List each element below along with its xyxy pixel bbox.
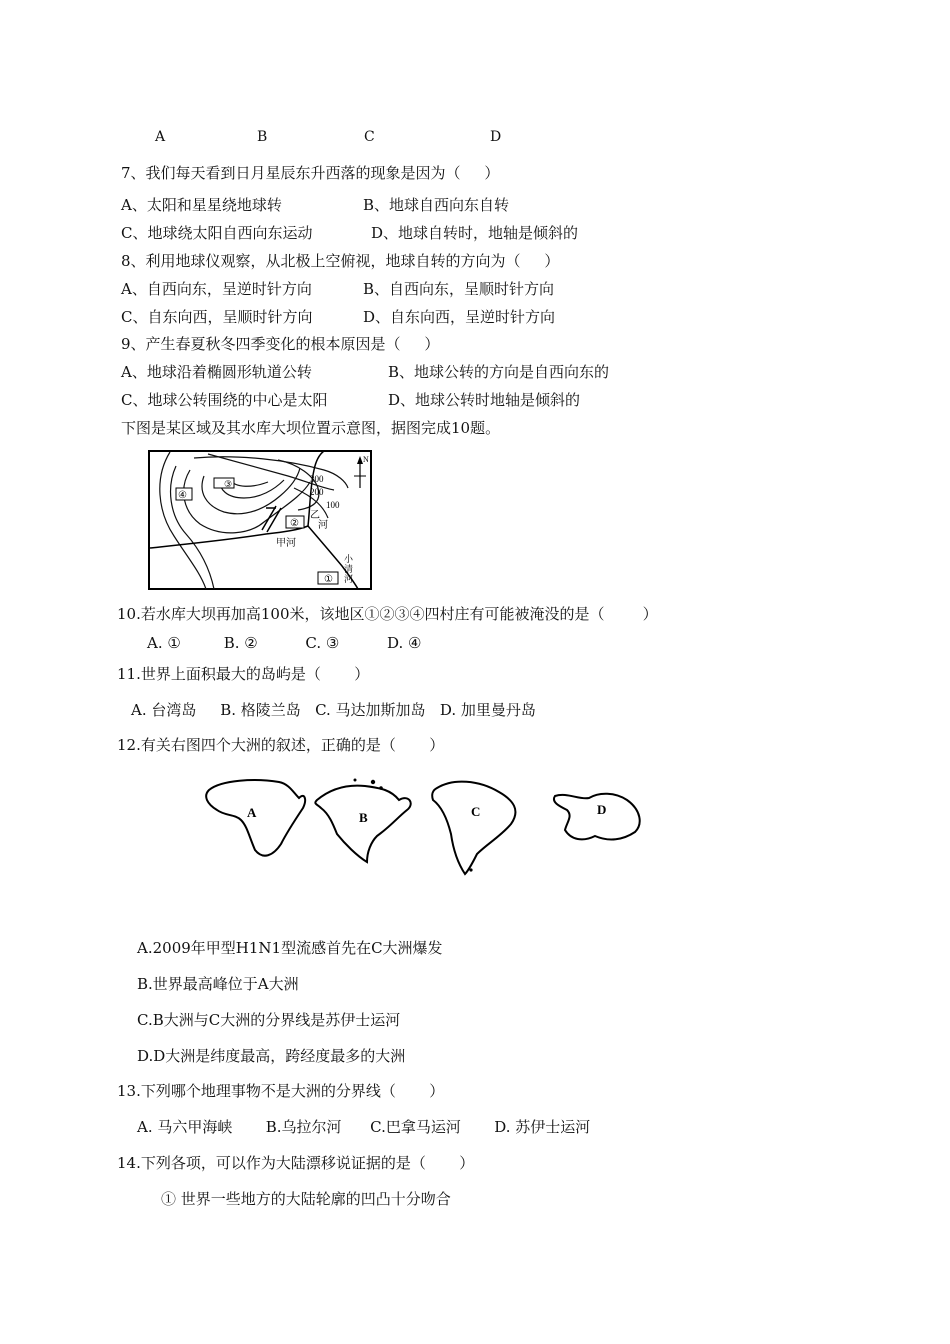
q12-option-d: D.D大洲是纬度最高，跨经度最多的大洲 (137, 1047, 406, 1065)
top-option-a: A (155, 129, 166, 145)
river-xqh-label-1: 小 (344, 554, 354, 564)
continent-label-a: A (247, 805, 257, 820)
q7-option-a: A、太阳和星星绕地球转 (121, 196, 282, 214)
village-3: ③ (224, 479, 233, 489)
continents-figure (195, 770, 655, 876)
continent-label-c: C (471, 804, 481, 819)
river-jia-label: 甲河 (276, 538, 296, 549)
q8-option-b: B、自西向东，呈顺时针方向 (363, 280, 555, 298)
q12-option-a: A.2009年甲型H1N1型流感首先在C大洲爆发 (137, 939, 443, 957)
q8-option-d: D、自东向西，呈逆时针方向 (363, 308, 556, 326)
river-xqh-label-2: 清 (344, 564, 354, 574)
island-dot-icon (469, 868, 472, 871)
continent-label-b: B (359, 810, 368, 825)
q12-option-b: B.世界最高峰位于A大洲 (137, 975, 299, 993)
q9-option-a: A、地球沿着椭圆形轨道公转 (121, 363, 312, 381)
contour-label-300: 300 (310, 474, 324, 484)
q13-options: A. 马六甲海峡 B.乌拉尔河 C.巴拿马运河 D. 苏伊士运河 (137, 1118, 591, 1136)
q8-stem: 8、利用地球仪观察，从北极上空俯视，地球自转的方向为（ ） (121, 252, 560, 270)
village-2: ② (290, 518, 299, 529)
q9-option-d: D、地球公转时地轴是倾斜的 (388, 391, 581, 409)
q12-option-c: C.B大洲与C大洲的分界线是苏伊士运河 (137, 1011, 401, 1029)
island-dot-icon (379, 786, 383, 790)
reservoir-map (148, 448, 372, 590)
q12-stem: 12.有关右图四个大洲的叙述，正确的是（ ） (117, 736, 445, 754)
island-dot-icon (371, 780, 375, 784)
continent-label-d: D (597, 802, 607, 817)
top-option-c: C (364, 129, 375, 145)
q10-stem: 10.若水库大坝再加高100米，该地区①②③④四村庄有可能被淹没的是（ ） (117, 605, 658, 623)
island-dot-icon (354, 779, 357, 782)
contour-label-200: 200 (310, 487, 324, 497)
q7-option-b: B、地球自西向东自转 (363, 196, 510, 214)
q14-stem: 14.下列各项，可以作为大陆漂移说证据的是（ ） (117, 1154, 475, 1172)
q8-option-a: A、自西向东，呈逆时针方向 (121, 280, 312, 298)
q9-stem: 9、产生春夏秋冬四季变化的根本原因是（ ） (121, 335, 440, 353)
north-label: N (363, 455, 369, 464)
q10-options: A. ① B. ② C. ③ D. ④ (147, 634, 422, 652)
q7-option-d: D、地球自转时，地轴是倾斜的 (371, 224, 579, 242)
q7-stem: 7、我们每天看到日月星辰东升西落的现象是因为（ ） (121, 164, 500, 182)
village-4: ④ (178, 490, 187, 501)
village-1: ① (324, 574, 333, 585)
q11-stem: 11.世界上面积最大的岛屿是（ ） (117, 665, 370, 683)
q9-option-c: C、地球公转围绕的中心是太阳 (121, 391, 328, 409)
q11-options: A. 台湾岛 B. 格陵兰岛 C. 马达加斯加岛 D. 加里曼丹岛 (131, 701, 536, 719)
river-xqh-label-3: 河 (344, 574, 354, 584)
river-yi-label: 乙 (310, 510, 320, 521)
map-intro: 下图是某区域及其水库大坝位置示意图，据图完成10题。 (121, 419, 501, 437)
q9-option-b: B、地球公转的方向是自西向东的 (388, 363, 610, 381)
top-option-d: D (490, 129, 502, 145)
q8-option-c: C、自东向西，呈顺时针方向 (121, 308, 313, 326)
q13-stem: 13.下列哪个地理事物不是大洲的分界线（ ） (117, 1082, 445, 1100)
q7-option-c: C、地球绕太阳自西向东运动 (121, 224, 313, 242)
top-option-b: B (257, 129, 268, 145)
river-yi-label-2: 河 (318, 520, 328, 531)
q14-item-1: ① 世界一些地方的大陆轮廓的凹凸十分吻合 (161, 1190, 451, 1208)
contour-label-100: 100 (326, 500, 340, 510)
